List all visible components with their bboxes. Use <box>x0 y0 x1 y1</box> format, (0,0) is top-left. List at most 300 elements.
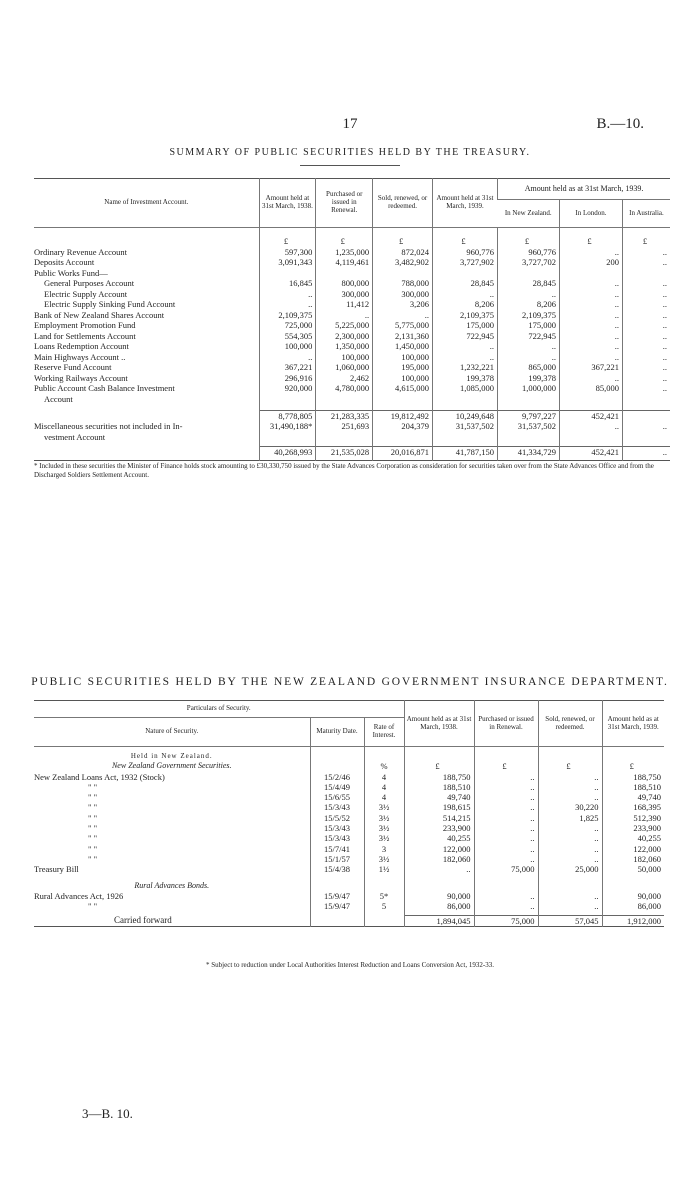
page-number: 17 <box>342 116 358 132</box>
amount-cell: 90,000 <box>404 891 474 901</box>
amount-cell: .. <box>538 833 602 843</box>
amount-cell <box>373 394 433 405</box>
amount-cell: .. <box>622 310 670 321</box>
amount-cell: .. <box>622 257 670 268</box>
amount-cell: 122,000 <box>404 844 474 854</box>
amount-cell: 40,255 <box>404 833 474 843</box>
amount-cell: .. <box>433 341 498 352</box>
interest-rate: 5* <box>364 891 404 901</box>
header-maturity: Maturity Date. <box>310 718 364 747</box>
amount-cell: 86,000 <box>404 901 474 911</box>
header-nature: Nature of Security. <box>34 718 310 747</box>
amount-cell: 3,091,343 <box>259 257 316 268</box>
amount-cell: .. <box>559 278 622 289</box>
amount-cell <box>259 394 316 405</box>
unit-pound: £ <box>474 761 538 771</box>
amount-cell: .. <box>316 310 373 321</box>
amount-cell: 554,305 <box>259 331 316 342</box>
amount-cell: 11,412 <box>316 299 373 310</box>
amount-cell: 182,060 <box>404 854 474 864</box>
account-row <box>34 352 670 363</box>
account-name: Electric Supply Account <box>44 288 128 299</box>
security-name: " " <box>88 853 98 864</box>
amount-cell: .. <box>474 901 538 911</box>
account-row <box>34 331 670 342</box>
security-name: " " <box>88 802 98 813</box>
account-name: Deposits Account <box>34 257 95 267</box>
amount-cell: 188,510 <box>602 782 664 792</box>
account-name: Electric Supply Sinking Fund Account <box>44 299 176 309</box>
amount-cell: .. <box>474 833 538 843</box>
amount-cell: 100,000 <box>373 373 433 384</box>
section-rural-advances: Rural Advances Bonds. <box>134 880 210 890</box>
subtotal-cell: 19,812,492 <box>373 410 433 421</box>
maturity-date: 15/7/41 <box>310 844 364 854</box>
currency-symbol: £ <box>433 236 498 247</box>
security-row <box>34 891 664 901</box>
subtotal-cell <box>622 410 670 421</box>
amount-cell: .. <box>622 373 670 384</box>
amount-cell: 8,206 <box>498 299 560 310</box>
amount-cell: .. <box>433 352 498 363</box>
carried-cell: 1,894,045 <box>404 915 474 926</box>
account-row <box>34 373 670 384</box>
account-row <box>34 268 670 279</box>
amount-cell: 195,000 <box>373 362 433 373</box>
amount-cell: 1,450,000 <box>373 341 433 352</box>
interest-rate: 3 <box>364 844 404 854</box>
amount-cell: 2,300,000 <box>316 331 373 342</box>
amount-cell <box>622 268 670 279</box>
amount-cell: 296,916 <box>259 373 316 384</box>
amount-cell: 50,000 <box>602 864 664 874</box>
maturity-date: 15/4/38 <box>310 864 364 874</box>
amount-cell: 49,740 <box>602 792 664 802</box>
header-nz: In New Zealand. <box>498 200 560 228</box>
amount-cell: 175,000 <box>498 320 560 331</box>
amount-cell: 3,727,702 <box>498 257 560 268</box>
amount-cell: 188,510 <box>404 782 474 792</box>
amount-cell: .. <box>538 823 602 833</box>
amount-cell: 2,131,360 <box>373 331 433 342</box>
amount-cell: .. <box>622 331 670 342</box>
amount-cell: .. <box>622 278 670 289</box>
table1-title: SUMMARY OF PUBLIC SECURITIES HELD BY THE TREASURY. <box>169 147 531 158</box>
misc-label-continued: vestment Account <box>44 431 106 442</box>
interest-rate: 4 <box>364 792 404 802</box>
account-name: Account <box>44 393 73 404</box>
amount-cell: .. <box>474 772 538 782</box>
subtotal-cell: 9,797,227 <box>498 410 560 421</box>
currency-symbol: £ <box>316 236 373 247</box>
currency-symbol: £ <box>622 236 670 247</box>
amount-cell: .. <box>474 802 538 812</box>
amount-cell: 512,390 <box>602 813 664 823</box>
amount-cell: 28,845 <box>433 278 498 289</box>
amount-cell <box>498 268 560 279</box>
misc-cell: 31,537,502 <box>498 421 560 432</box>
amount-cell: 722,945 <box>498 331 560 342</box>
amount-cell: .. <box>622 352 670 363</box>
misc-cell: 31,537,502 <box>433 421 498 432</box>
maturity-date: 15/5/52 <box>310 813 364 823</box>
amount-cell: .. <box>538 772 602 782</box>
amount-cell: .. <box>474 891 538 901</box>
account-name: Main Highways Account .. <box>34 351 126 362</box>
amount-cell: 25,000 <box>538 864 602 874</box>
account-name: Reserve Fund Account <box>34 362 112 372</box>
amount-cell: 199,378 <box>498 373 560 384</box>
misc-cell: 251,693 <box>316 421 373 432</box>
amount-cell: .. <box>538 844 602 854</box>
total-cell: 40,268,993 <box>259 446 316 461</box>
maturity-date: 15/4/49 <box>310 782 364 792</box>
amount-cell: 2,109,375 <box>498 310 560 321</box>
header-held-1939: Amount held as at 31st March, 1939. <box>602 701 664 747</box>
carried-cell: 1,912,000 <box>602 915 664 926</box>
amount-cell: .. <box>259 289 316 300</box>
amount-cell: .. <box>498 352 560 363</box>
amount-cell: 367,221 <box>259 362 316 373</box>
amount-cell: 3,482,902 <box>373 257 433 268</box>
account-name: Loans Redemption Account <box>34 341 129 351</box>
amount-cell: .. <box>259 352 316 363</box>
security-name: " " <box>88 901 98 912</box>
interest-rate: 3½ <box>364 854 404 864</box>
amount-cell: 86,000 <box>602 901 664 911</box>
amount-cell: 100,000 <box>373 352 433 363</box>
security-name: " " <box>88 843 98 854</box>
maturity-date: 15/3/43 <box>310 833 364 843</box>
amount-cell: 1,235,000 <box>316 247 373 258</box>
amount-cell <box>433 268 498 279</box>
amount-cell: .. <box>622 289 670 300</box>
carried-forward-label: Carried forward <box>114 915 172 926</box>
amount-cell: .. <box>538 901 602 911</box>
security-name: " " <box>88 792 98 803</box>
amount-cell: 1,060,000 <box>316 362 373 373</box>
title-rule <box>300 165 400 166</box>
header-held-1939: Amount held at 31st March, 1939. <box>433 179 498 228</box>
security-row <box>34 792 664 802</box>
interest-rate: 4 <box>364 772 404 782</box>
maturity-date: 15/9/47 <box>310 891 364 901</box>
amount-cell: .. <box>474 792 538 802</box>
total-cell: 21,535,028 <box>316 446 373 461</box>
maturity-date: 15/2/46 <box>310 772 364 782</box>
security-row <box>34 823 664 833</box>
security-name: New Zealand Loans Act, 1932 (Stock) <box>34 771 165 782</box>
interest-rate: 3½ <box>364 802 404 812</box>
amount-cell <box>316 394 373 405</box>
amount-cell: 367,221 <box>559 362 622 373</box>
amount-cell: .. <box>559 373 622 384</box>
amount-cell: 514,215 <box>404 813 474 823</box>
amount-cell: 1,232,221 <box>433 362 498 373</box>
header-held-1938: Amount held as at 31st March, 1938. <box>404 701 474 747</box>
amount-cell: 233,900 <box>404 823 474 833</box>
section-nz-govt-securities: New Zealand Government Securities. <box>111 761 232 771</box>
currency-symbol: £ <box>498 236 560 247</box>
amount-cell: .. <box>474 854 538 864</box>
security-name: Rural Advances Act, 1926 <box>34 890 124 901</box>
amount-cell: 40,255 <box>602 833 664 843</box>
amount-cell: .. <box>622 362 670 373</box>
total-cell: 41,334,729 <box>498 446 560 461</box>
amount-cell: .. <box>474 813 538 823</box>
amount-cell: 16,845 <box>259 278 316 289</box>
interest-rate: 3½ <box>364 813 404 823</box>
amount-cell: .. <box>622 247 670 258</box>
amount-cell: 2,109,375 <box>433 310 498 321</box>
security-name: " " <box>88 812 98 823</box>
amount-cell: 75,000 <box>474 864 538 874</box>
amount-cell <box>373 268 433 279</box>
amount-cell: 28,845 <box>498 278 560 289</box>
amount-cell: 122,000 <box>602 844 664 854</box>
maturity-date: 15/1/57 <box>310 854 364 864</box>
amount-cell: 199,378 <box>433 373 498 384</box>
header-rate: Rate of Interest. <box>364 718 404 747</box>
security-name: " " <box>88 823 98 834</box>
account-row <box>34 341 670 352</box>
account-name: Public Works Fund— <box>34 267 108 278</box>
amount-cell: 188,750 <box>602 772 664 782</box>
amount-cell: 4,615,000 <box>373 383 433 394</box>
misc-label: Miscellaneous securities not included in In- <box>34 421 183 431</box>
amount-cell <box>559 268 622 279</box>
carried-forward-row <box>34 915 664 926</box>
amount-cell: .. <box>559 341 622 352</box>
amount-cell: 300,000 <box>373 289 433 300</box>
security-name: Treasury Bill <box>34 864 79 875</box>
amount-cell: .. <box>622 341 670 352</box>
amount-cell: .. <box>622 299 670 310</box>
unit-percent: % <box>364 761 404 771</box>
amount-cell <box>259 268 316 279</box>
amount-cell: 5,775,000 <box>373 320 433 331</box>
unit-pound: £ <box>538 761 602 771</box>
amount-cell <box>316 268 373 279</box>
security-row <box>34 782 664 792</box>
amount-cell: 49,740 <box>404 792 474 802</box>
maturity-date: 15/3/43 <box>310 802 364 812</box>
account-row <box>34 257 670 268</box>
interest-rate: 5 <box>364 901 404 911</box>
header-sold: Sold, renewed, or redeemed. <box>538 701 602 747</box>
amount-cell: .. <box>559 310 622 321</box>
unit-pound: £ <box>404 761 474 771</box>
treasury-securities-table <box>34 178 670 461</box>
account-row <box>34 394 670 405</box>
account-name: Bank of New Zealand Shares Account <box>34 309 165 320</box>
security-name: " " <box>88 833 98 844</box>
amount-cell <box>622 394 670 405</box>
total-cell: .. <box>622 446 670 461</box>
misc-cell: 31,490,188* <box>259 421 316 432</box>
amount-cell: 198,615 <box>404 802 474 812</box>
security-row <box>34 901 664 911</box>
security-row <box>34 844 664 854</box>
table2-title: PUBLIC SECURITIES HELD BY THE NEW ZEALAND GOVERNMENT INSURANCE DEPARTMENT. <box>31 676 669 688</box>
amount-cell: .. <box>474 823 538 833</box>
account-name: General Purposes Account <box>44 278 135 288</box>
document-reference: B.—10. <box>596 116 644 132</box>
amount-cell: .. <box>498 341 560 352</box>
amount-cell: 4,119,461 <box>316 257 373 268</box>
amount-cell: 725,000 <box>259 320 316 331</box>
security-row <box>34 813 664 823</box>
header-particulars: Particulars of Security. <box>34 701 404 718</box>
maturity-date: 15/3/43 <box>310 823 364 833</box>
security-row <box>34 772 664 782</box>
amount-cell: .. <box>559 352 622 363</box>
amount-cell: 100,000 <box>316 352 373 363</box>
header-australia: In Australia. <box>622 200 670 228</box>
carried-cell: 57,045 <box>538 915 602 926</box>
interest-rate: 1½ <box>364 864 404 874</box>
header-name: Name of Investment Account. <box>34 179 259 228</box>
header-sold: Sold, renewed, or redeemed. <box>373 179 433 228</box>
amount-cell: .. <box>559 299 622 310</box>
amount-cell: 1,085,000 <box>433 383 498 394</box>
amount-cell: 168,395 <box>602 802 664 812</box>
account-row <box>34 247 670 258</box>
subtotal-cell: 21,283,335 <box>316 410 373 421</box>
account-row <box>34 310 670 321</box>
total-cell: 20,016,871 <box>373 446 433 461</box>
security-row <box>34 854 664 864</box>
section-held-in-nz: Held in New Zealand. <box>130 752 213 760</box>
security-row <box>34 864 664 874</box>
currency-symbol: £ <box>373 236 433 247</box>
subtotal-row <box>34 410 670 421</box>
unit-pound: £ <box>602 761 664 771</box>
table2-footnote: * Subject to reduction under Local Authorities Interest Reduction and Loans Conversion Act, 1932-33. <box>206 961 494 969</box>
account-name: Public Account Cash Balance Investment <box>34 383 175 393</box>
amount-cell: 1,000,000 <box>498 383 560 394</box>
security-row <box>34 833 664 843</box>
amount-cell: 2,462 <box>316 373 373 384</box>
amount-cell: 85,000 <box>559 383 622 394</box>
amount-cell: 200 <box>559 257 622 268</box>
amount-cell: 872,024 <box>373 247 433 258</box>
amount-cell: 800,000 <box>316 278 373 289</box>
amount-cell: 30,220 <box>538 802 602 812</box>
insurance-securities-table <box>34 700 664 927</box>
amount-cell: 90,000 <box>602 891 664 901</box>
maturity-date: 15/9/47 <box>310 901 364 911</box>
table1-footnote: * Included in these securities the Minister of Finance holds stock amounting to £30,330,750 issued by the State Advances Corporation as consideration for securities taken over from the State Advances Office and from the Discharged Soldiers Settlement Account. <box>34 462 654 479</box>
account-row <box>34 289 670 300</box>
misc-cell: .. <box>622 421 670 432</box>
amount-cell: 920,000 <box>259 383 316 394</box>
carried-cell: 75,000 <box>474 915 538 926</box>
amount-cell: 1,350,000 <box>316 341 373 352</box>
amount-cell: 233,900 <box>602 823 664 833</box>
misc-cell: 204,379 <box>373 421 433 432</box>
security-row <box>34 802 664 812</box>
header-purchased: Purchased or issued in Renewal. <box>474 701 538 747</box>
amount-cell: 188,750 <box>404 772 474 782</box>
account-name: Working Railways Account <box>34 372 128 383</box>
amount-cell: 722,945 <box>433 331 498 342</box>
total-row <box>34 446 670 461</box>
currency-symbol: £ <box>559 236 622 247</box>
amount-cell: 300,000 <box>316 289 373 300</box>
header-group: Amount held as at 31st March, 1939. <box>498 179 670 200</box>
header-purchased: Purchased or issued in Renewal. <box>316 179 373 228</box>
subtotal-cell: 452,421 <box>559 410 622 421</box>
amount-cell: .. <box>538 854 602 864</box>
amount-cell <box>433 394 498 405</box>
amount-cell: 597,300 <box>259 247 316 258</box>
amount-cell: .. <box>433 289 498 300</box>
amount-cell: .. <box>259 299 316 310</box>
amount-cell <box>498 394 560 405</box>
amount-cell: 100,000 <box>259 341 316 352</box>
header-london: In London. <box>559 200 622 228</box>
header-held-1938: Amount held at 31st March, 1938. <box>259 179 316 228</box>
amount-cell: .. <box>622 383 670 394</box>
amount-cell: .. <box>498 289 560 300</box>
amount-cell: 1,825 <box>538 813 602 823</box>
account-name: Ordinary Revenue Account <box>34 246 127 257</box>
amount-cell: .. <box>559 289 622 300</box>
amount-cell: .. <box>538 891 602 901</box>
amount-cell: .. <box>404 864 474 874</box>
amount-cell: 865,000 <box>498 362 560 373</box>
amount-cell: .. <box>559 320 622 331</box>
misc-cell: .. <box>559 421 622 432</box>
amount-cell: .. <box>559 247 622 258</box>
amount-cell: .. <box>538 782 602 792</box>
total-cell: 41,787,150 <box>433 446 498 461</box>
amount-cell: 2,109,375 <box>259 310 316 321</box>
page-footer: 3—B. 10. <box>82 1106 133 1121</box>
amount-cell: 960,776 <box>433 247 498 258</box>
amount-cell: 788,000 <box>373 278 433 289</box>
amount-cell: 8,206 <box>433 299 498 310</box>
account-row <box>34 320 670 331</box>
account-name: Employment Promotion Fund <box>34 320 136 330</box>
amount-cell: 175,000 <box>433 320 498 331</box>
misc-row <box>34 421 670 432</box>
account-row <box>34 362 670 373</box>
maturity-date: 15/6/55 <box>310 792 364 802</box>
amount-cell: 3,727,902 <box>433 257 498 268</box>
currency-symbol: £ <box>259 236 316 247</box>
amount-cell: .. <box>559 331 622 342</box>
amount-cell: .. <box>474 782 538 792</box>
currency-row <box>34 236 670 247</box>
amount-cell: .. <box>373 310 433 321</box>
interest-rate: 3½ <box>364 823 404 833</box>
subtotal-cell: 10,249,648 <box>433 410 498 421</box>
account-row <box>34 383 670 394</box>
amount-cell: .. <box>474 844 538 854</box>
interest-rate: 4 <box>364 782 404 792</box>
amount-cell: 182,060 <box>602 854 664 864</box>
interest-rate: 3½ <box>364 833 404 843</box>
total-cell: 452,421 <box>559 446 622 461</box>
amount-cell: 5,225,000 <box>316 320 373 331</box>
amount-cell: .. <box>622 320 670 331</box>
amount-cell <box>559 394 622 405</box>
amount-cell: .. <box>538 792 602 802</box>
account-row <box>34 299 670 310</box>
amount-cell: 960,776 <box>498 247 560 258</box>
